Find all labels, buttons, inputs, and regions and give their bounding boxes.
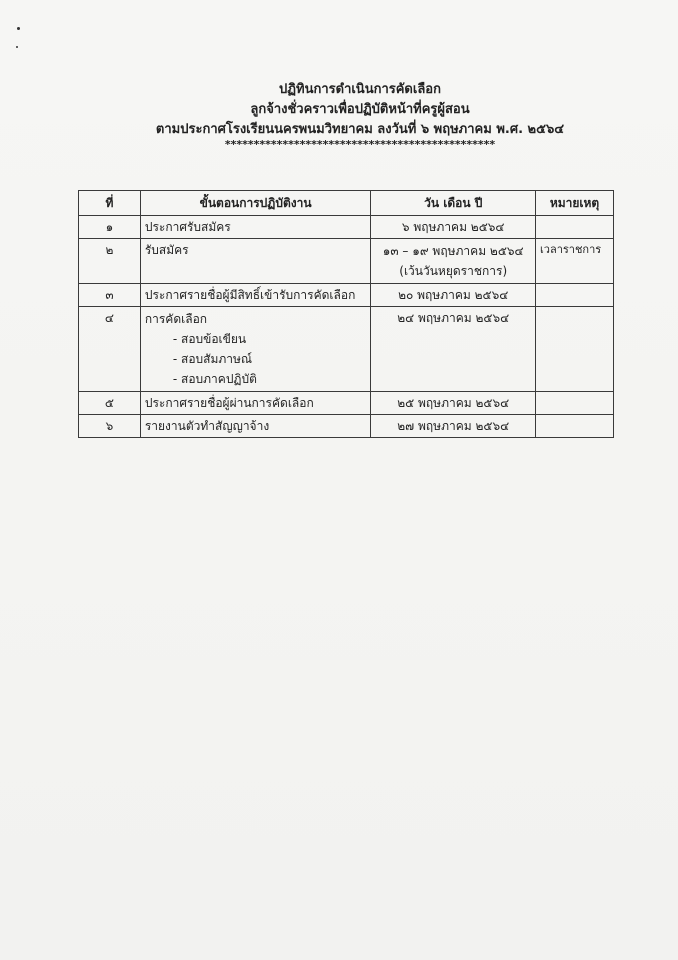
table-row: [79, 216, 614, 239]
row-substep: - สอบภาคปฏิบัติ: [172, 372, 257, 386]
table-row: [79, 239, 614, 284]
header-title: ปฏิทินการดำเนินการคัดเลือก: [279, 82, 441, 97]
row-date: ๒๔ พฤษภาคม ๒๕๖๔: [371, 307, 536, 392]
row-substep: - สอบข้อเขียน: [172, 332, 247, 346]
row-substep: - สอบสัมภาษณ์: [172, 352, 253, 366]
table-row: [79, 392, 614, 415]
table-header-row: [79, 191, 614, 216]
row-no: ๔: [79, 307, 141, 392]
row-step: ประกาศรายชื่อผู้ผ่านการคัดเลือก: [140, 392, 371, 415]
row-date: ๒๕ พฤษภาคม ๒๕๖๔: [371, 392, 536, 415]
header-announcement: ตามประกาศโรงเรียนนครพนมวิทยาคม ลงวันที่ ๖ พฤษภาคม พ.ศ. ๒๕๖๔: [155, 122, 565, 137]
row-date: ๖ พฤษภาคม ๒๕๖๔: [371, 216, 536, 239]
column-header-step: ขั้นตอนการปฏิบัติงาน: [140, 191, 371, 216]
row-note: [536, 415, 614, 438]
row-no: ๒: [79, 239, 141, 284]
scan-speck: [17, 27, 20, 30]
row-note: เวลาราชการ: [536, 239, 614, 284]
row-note: [536, 284, 614, 307]
row-no: ๑: [79, 216, 141, 239]
row-no: ๖: [79, 415, 141, 438]
column-header-no: ที่: [79, 191, 141, 216]
row-date-range: ๑๓ – ๑๙ พฤษภาคม ๒๕๖๔: [382, 244, 524, 258]
row-note: [536, 392, 614, 415]
row-date: [371, 239, 536, 284]
row-step: รับสมัคร: [140, 239, 371, 284]
row-step: ประกาศรับสมัคร: [140, 216, 371, 239]
row-date: ๒๗ พฤษภาคม ๒๕๖๔: [371, 415, 536, 438]
table-row: [79, 307, 614, 392]
header-subtitle: ลูกจ้างชั่วคราวเพื่อปฏิบัติหน้าที่ครูผู้สอน: [250, 102, 470, 117]
row-date-note: (เว้นวันหยุดราชการ): [399, 264, 508, 278]
column-header-note: หมายเหตุ: [536, 191, 614, 216]
column-header-date: วัน เดือน ปี: [371, 191, 536, 216]
row-no: ๓: [79, 284, 141, 307]
row-date: ๒๐ พฤษภาคม ๒๕๖๔: [371, 284, 536, 307]
schedule-table: [78, 190, 614, 438]
row-note: [536, 216, 614, 239]
scan-speck: [16, 46, 18, 48]
row-step: ประกาศรายชื่อผู้มีสิทธิ์เข้ารับการคัดเลือก: [140, 284, 371, 307]
table-row: [79, 284, 614, 307]
row-no: ๕: [79, 392, 141, 415]
row-step: รายงานตัวทำสัญญาจ้าง: [140, 415, 371, 438]
row-step-title: การคัดเลือก: [144, 312, 208, 326]
row-step: [140, 307, 371, 392]
row-note: [536, 307, 614, 392]
table-row: [79, 415, 614, 438]
header-divider: ***********************************************: [224, 140, 496, 150]
document-header: [120, 80, 600, 150]
